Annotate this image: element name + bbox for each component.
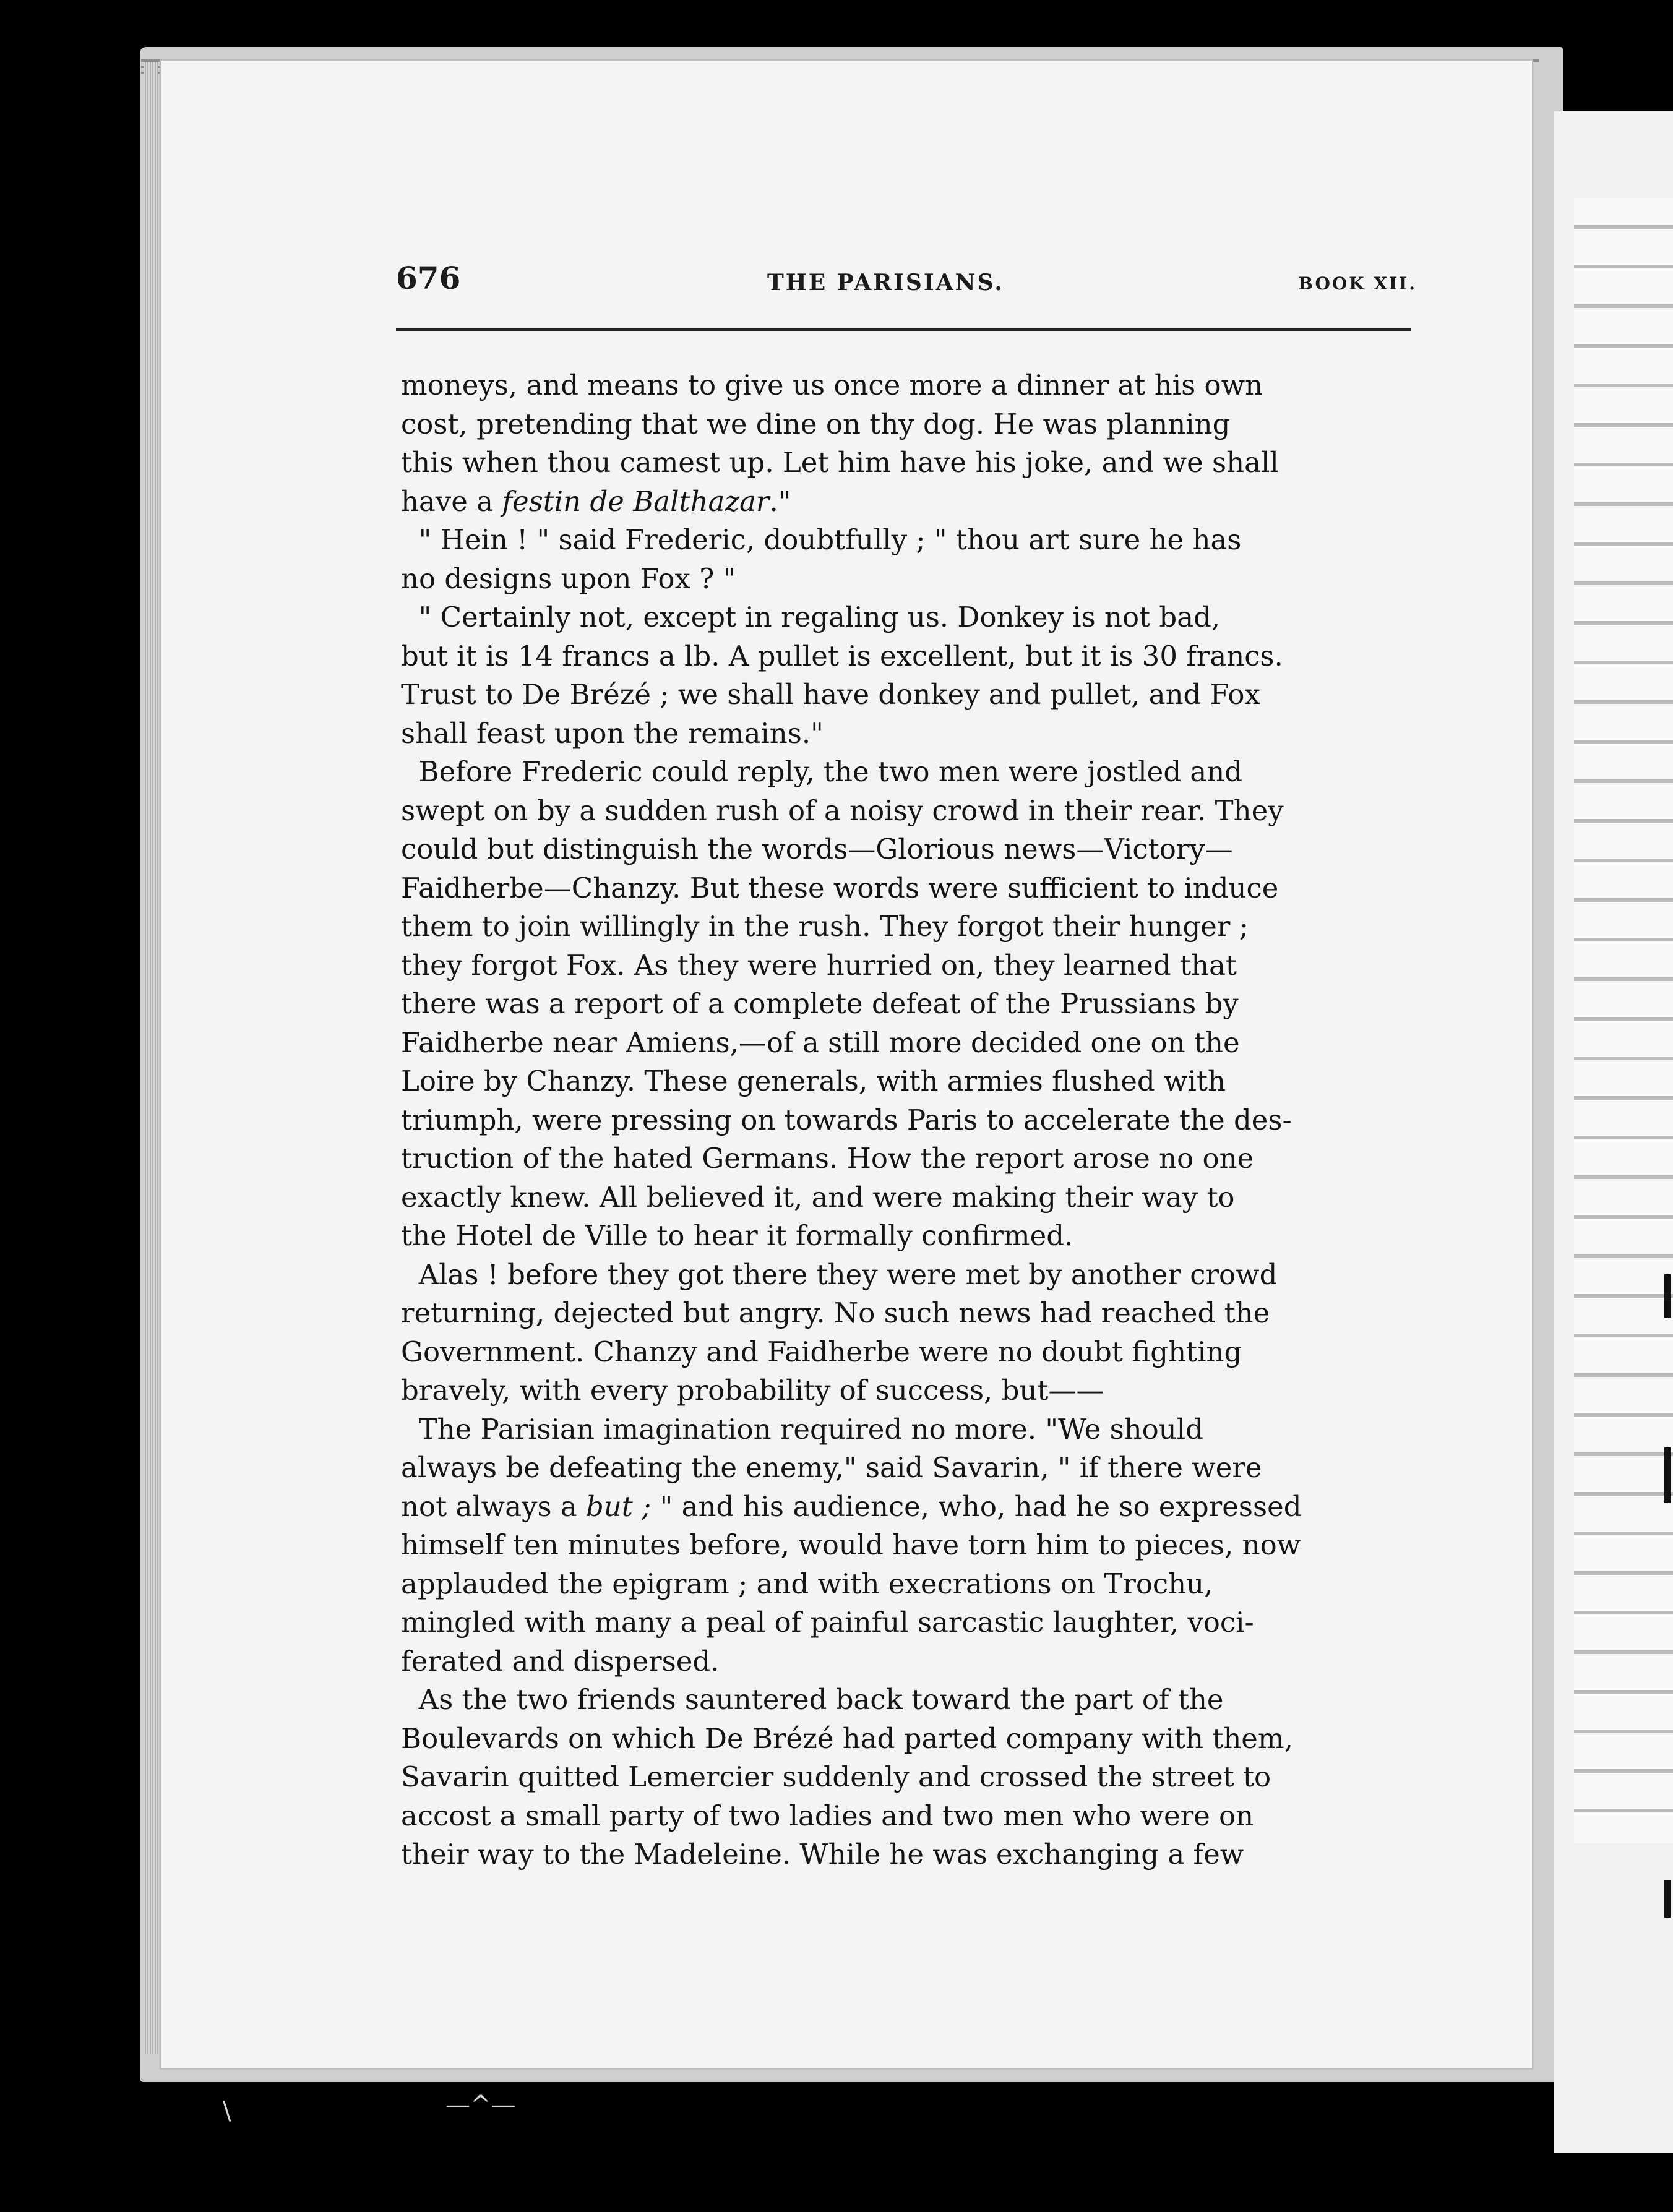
text-line: Government. Chanzy and Faidherbe were no doubt fighting (401, 1335, 1242, 1368)
text-line: Faidherbe—Chanzy. But these words were sufficient to induce (401, 871, 1279, 904)
page-number: 676 (396, 260, 461, 296)
text-line: " Hein ! " said Frederic, doubtfully ; " thou art sure he has (401, 523, 1242, 556)
text-line: exactly knew. All believed it, and were making their way to (401, 1180, 1235, 1214)
text-line: them to join willingly in the rush. They forgot their hunger ; (401, 910, 1249, 943)
text-line: could but distinguish the words—Glorious news—Victory— (401, 833, 1233, 865)
text-line: moneys, and means to give us once more a dinner at his own (401, 369, 1263, 401)
text-line: not always a but ; " and his audience, who, had he so expressed (401, 1490, 1302, 1523)
text-line: accost a small party of two ladies and two men who were on (401, 1799, 1254, 1832)
text-line: have a festin de Balthazar." (401, 484, 791, 518)
adjacent-page-mark (1664, 1447, 1671, 1503)
text-line: returning, dejected but angry. No such news had reached the (401, 1297, 1270, 1329)
text-line: cost, pretending that we dine on thy dog. He was planning (401, 407, 1231, 440)
book-number: BOOK XII. (1298, 273, 1417, 294)
text-line: The Parisian imagination required no more. "We should (401, 1412, 1203, 1446)
scan-mark: \ (223, 2097, 231, 2125)
text-line: mingled with many a peal of painful sarcastic laughter, voci- (401, 1606, 1254, 1639)
text-line: swept on by a sudden rush of a noisy crowd in their rear. They (401, 794, 1284, 827)
text-line: always be defeating the enemy," said Savarin, " if there were (401, 1451, 1262, 1484)
text-line: no designs upon Fox ? " (401, 562, 736, 595)
text-line: Faidherbe near Amiens,—of a still more decided one on the (401, 1026, 1240, 1059)
scan-mark: —^— (445, 2091, 516, 2119)
text-line: Trust to De Brézé ; we shall have donkey and pullet, and Fox (401, 678, 1260, 711)
page-edges (144, 62, 158, 2054)
body-text (401, 366, 1421, 1874)
text-line: this when thou camest up. Let him have his joke, and we shall (401, 446, 1279, 479)
text-line: Boulevards on which De Brézé had parted company with them, (401, 1721, 1293, 1755)
adjacent-page-mark (1664, 1880, 1671, 1918)
text-line: himself ten minutes before, would have torn him to pieces, now (401, 1528, 1301, 1561)
text-line: applauded the epigram ; and with execrations on Trochu, (401, 1567, 1213, 1600)
running-title: THE PARISIANS. (767, 270, 1004, 296)
text-line: Alas ! before they got there they were met by another crowd (401, 1258, 1278, 1291)
text-line: their way to the Madeleine. While he was exchanging a few (401, 1838, 1244, 1871)
scan-edge-marks (148, 2085, 705, 2159)
running-head (396, 260, 1417, 303)
text-line: " Certainly not, except in regaling us. Donkey is not bad, (401, 601, 1221, 633)
text-line: Loire by Chanzy. These generals, with armies flushed with (401, 1065, 1226, 1097)
adjacent-page-text (1574, 198, 1673, 1843)
text-line: the Hotel de Ville to hear it formally confirmed. (401, 1219, 1073, 1252)
italic-phrase: but ; (585, 1490, 652, 1523)
text-line: they forgot Fox. As they were hurried on, they learned that (401, 948, 1237, 982)
text-line: there was a report of a complete defeat of the Prussians by (401, 987, 1239, 1020)
adjacent-page-mark (1664, 1274, 1671, 1318)
header-rule (396, 328, 1411, 331)
text-line: Before Frederic could reply, the two men were jostled and (401, 755, 1243, 788)
italic-phrase: festin de Balthazar (502, 484, 770, 518)
text-line: bravely, with every probability of success, but—— (401, 1374, 1104, 1407)
text-line: Savarin quitted Lemercier suddenly and crossed the street to (401, 1760, 1271, 1793)
text-line: but it is 14 francs a lb. A pullet is excellent, but it is 30 francs. (401, 639, 1283, 672)
text-line: As the two friends sauntered back toward the part of the (401, 1683, 1224, 1716)
text-line: ferated and dispersed. (401, 1644, 720, 1678)
text-line: truction of the hated Germans. How the report arose no one (401, 1142, 1254, 1175)
text-line: shall feast upon the remains." (401, 716, 824, 750)
text-line: triumph, were pressing on towards Paris to accelerate the des- (401, 1103, 1292, 1136)
